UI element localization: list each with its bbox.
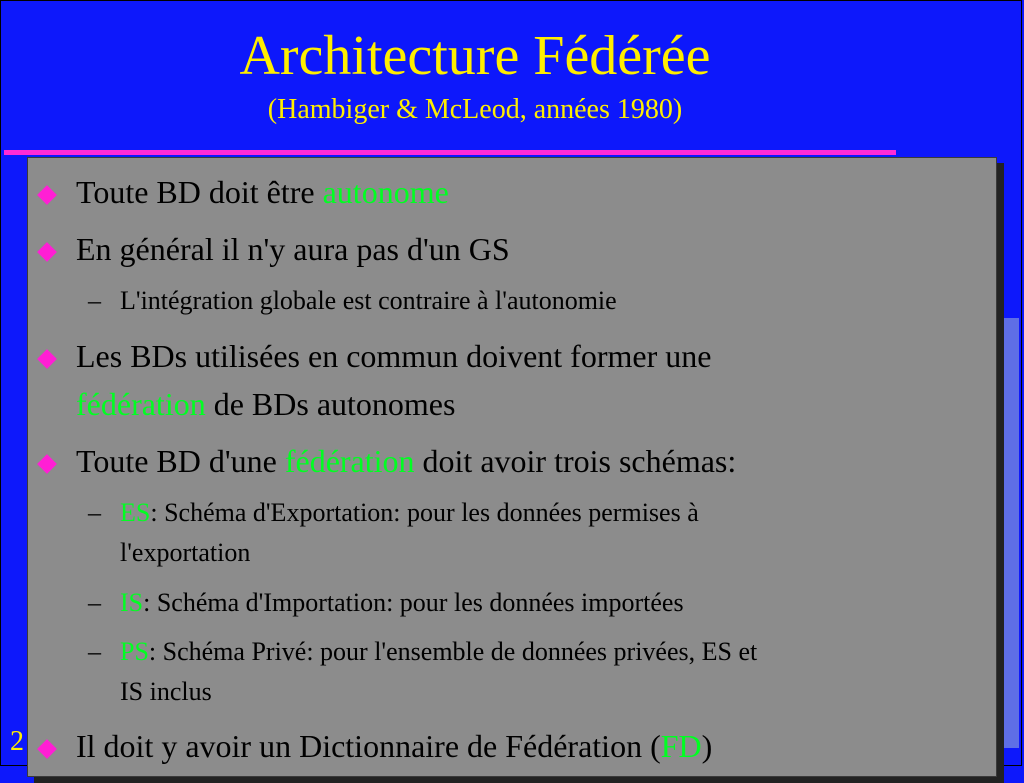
bullet-no-gs <box>48 225 948 273</box>
bullet-three-schemas <box>48 437 948 485</box>
sub-bullet-text: L'intégration globale est contraire à l'autonomie <box>120 286 617 315</box>
sub-bullet-is <box>88 583 968 623</box>
sub-bullet-text: : Schéma d'Exportation: pour les données permises à <box>150 498 699 527</box>
bullet-text-continued: doit avoir trois schémas: <box>414 443 737 479</box>
slide-title: Architecture Fédérée <box>239 25 711 87</box>
dash-bullet-icon: – <box>88 286 101 315</box>
highlight-term: autonome <box>322 174 449 210</box>
sub-bullet-text-continued: IS inclus <box>120 677 212 706</box>
highlight-term: FD <box>660 728 702 764</box>
sub-bullet-es <box>88 493 968 573</box>
slide-subtitle: (Hambiger & McLeod, années 1980) <box>267 94 683 125</box>
bullet-text-continued: ) <box>701 728 713 764</box>
sub-bullet-integration <box>88 281 968 321</box>
highlight-term: fédération <box>284 443 415 479</box>
sub-bullet-ps <box>88 632 968 712</box>
bullet-text: Les BDs utilisées en commun doivent former une <box>76 338 712 374</box>
sub-bullet-text: : Schéma Privé: pour l'ensemble de données privées, ES et <box>148 637 758 666</box>
sub-bullet-text-continued: l'exportation <box>120 538 251 567</box>
bullet-text-continued: de BDs autonomes <box>205 386 456 422</box>
bullet-text: Toute BD d'une <box>76 443 285 479</box>
sub-bullet-text: : Schéma d'Importation: pour les données importées <box>143 588 684 617</box>
bullet-text: Il doit y avoir un Dictionnaire de Fédération ( <box>76 728 661 764</box>
dash-bullet-icon: – <box>88 637 101 666</box>
dash-bullet-icon: – <box>88 498 101 527</box>
highlight-term: PS <box>120 637 149 666</box>
highlight-term: IS <box>120 588 144 617</box>
highlight-term: ES <box>120 498 151 527</box>
bullet-text: Toute BD doit être <box>76 174 323 210</box>
title-divider <box>4 150 896 155</box>
bullet-text: En général il n'y aura pas d'un GS <box>76 231 510 267</box>
bullet-autonomy <box>48 168 948 216</box>
dash-bullet-icon: – <box>88 588 101 617</box>
page-number: 2 <box>10 726 24 757</box>
bullet-federation-dictionary <box>48 722 948 770</box>
bullet-federation <box>48 332 948 428</box>
highlight-term: fédération <box>76 386 206 422</box>
